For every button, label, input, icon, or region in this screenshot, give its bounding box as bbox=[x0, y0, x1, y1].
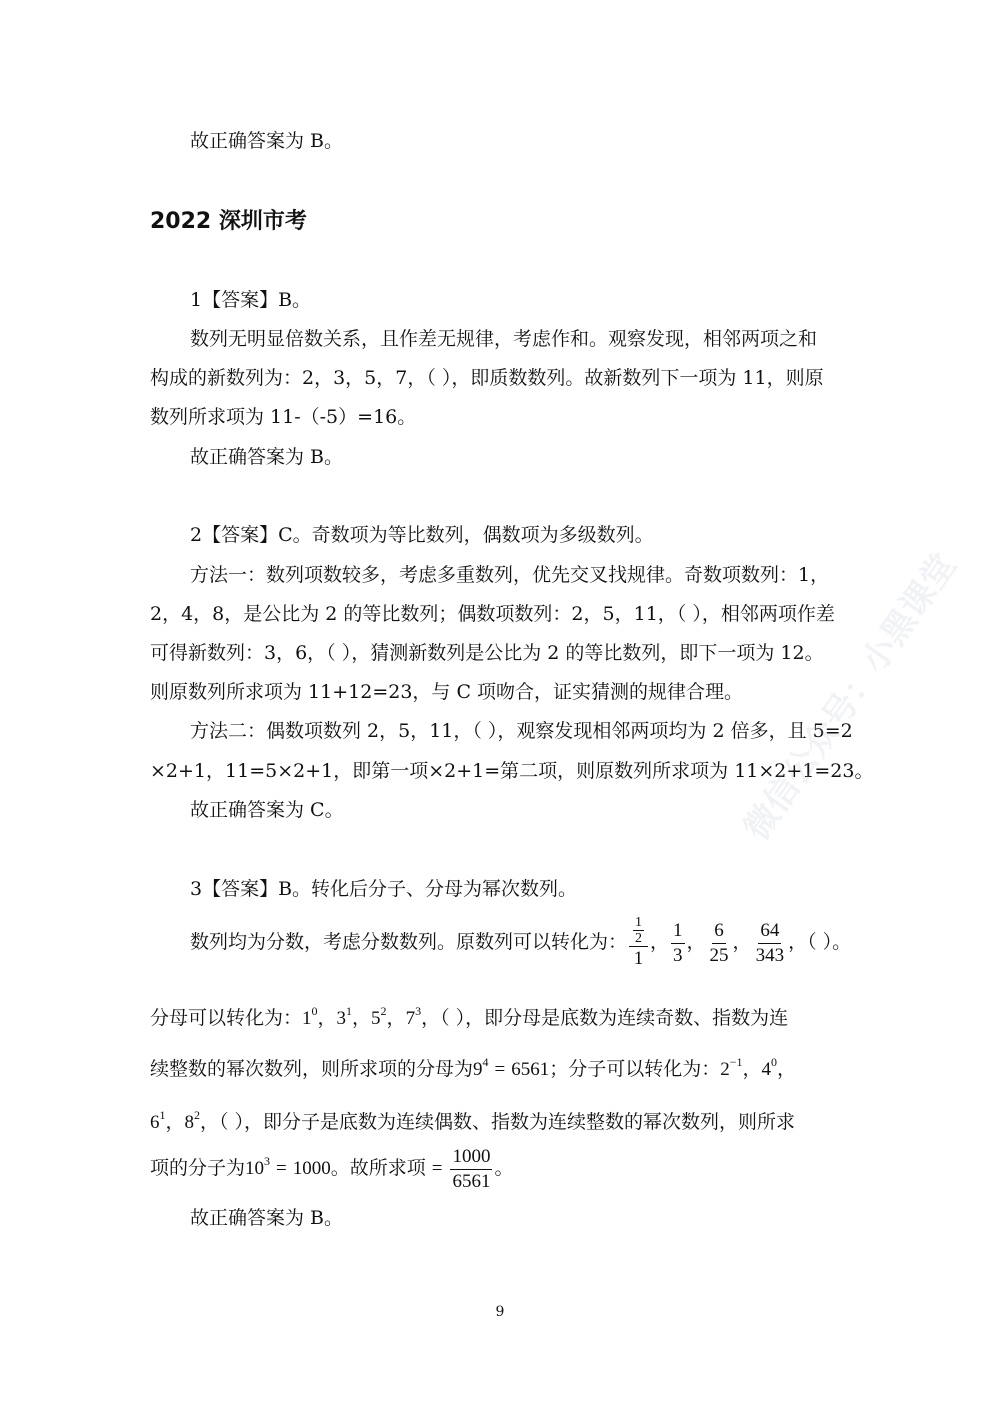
q3-header: 3【答案】B。转化后分子、分母为幂次数列。 bbox=[190, 878, 578, 900]
fraction-3: $\frac{6}{25}$ bbox=[709, 919, 729, 966]
numerator-equation: $10^3 = 1000$ bbox=[245, 1154, 331, 1179]
denominator-equation: $9^4 = 6561$ bbox=[473, 1055, 550, 1080]
q3-line-5: 项的分子为$10^3 = 1000$。故所求项 = $\frac{1000}{6561}$ 。 bbox=[150, 1145, 514, 1192]
fraction-1: $\frac{\frac{1}{2}}{1}$ bbox=[629, 915, 648, 971]
power-4-0: $4^0$ bbox=[761, 1055, 778, 1080]
q3-conclusion: 故正确答案为 B。 bbox=[190, 1207, 344, 1229]
power-3-1: $3^1$ bbox=[336, 1004, 353, 1029]
power-6-1: $6^1$ bbox=[150, 1108, 166, 1133]
q2-method1-line-2: 2，4，8，是公比为 2 的等比数列；偶数项数列：2，5，11，（ ），相邻两项作差 bbox=[150, 603, 835, 625]
page-number: 9 bbox=[495, 1304, 505, 1320]
q2-method1-line-1: 方法一：数列项数较多，考虑多重数列，优先交叉找规律。奇数项数列：1， bbox=[190, 564, 830, 586]
q3-line1-end: ，（ ）。 bbox=[788, 931, 852, 953]
fraction-half: $\frac{1}{2}$ bbox=[635, 915, 643, 946]
power-5-2: $5^2$ bbox=[371, 1004, 387, 1029]
fraction-4: $\frac{64}{343}$ bbox=[755, 919, 785, 966]
q2-header: 2【答案】C。奇数项为等比数列，偶数项为多级数列。 bbox=[190, 524, 654, 546]
q1-line-1: 数列无明显倍数关系，且作差无规律，考虑作和。观察发现，相邻两项之和 bbox=[190, 328, 818, 350]
power-2-neg1: $2^{-1}$ bbox=[720, 1055, 743, 1080]
q3-line-2: 分母可以转化为：$1^0$，$3^1$，$5^2$，$7^3$，（ ），即分母是底数为连续奇数、指数为连 bbox=[150, 1004, 789, 1029]
section-title: 2022 深圳市考 bbox=[150, 209, 307, 234]
q3-line-4: $6^1$，$8^2$，（ ），即分子是底数为连续偶数、指数为连续整数的幂次数列，则所求 bbox=[150, 1108, 796, 1133]
q1-line-2: 构成的新数列为：2，3，5，7，（ ），即质数数列。故新数列下一项为 11，则原 bbox=[150, 367, 824, 389]
power-7-3: $7^3$ bbox=[405, 1004, 422, 1029]
q2-method2-line-1: 方法二：偶数项数列 2，5，11，（ ），观察发现相邻两项均为 2 倍多，且 5=2 bbox=[190, 720, 853, 742]
q3-line1-text: 数列均为分数，考虑分数数列。原数列可以转化为： bbox=[190, 931, 628, 953]
q2-method1-line-4: 则原数列所求项为 11+12=23，与 C 项吻合，证实猜测的规律合理。 bbox=[150, 681, 744, 703]
intro-answer: 故正确答案为 B。 bbox=[190, 130, 344, 152]
q2-method1-line-3: 可得新数列：3，6，（ ），猜测新数列是公比为 2 的等比数列，即下一项为 12。 bbox=[150, 642, 824, 664]
fraction-2: $\frac{1}{3}$ bbox=[673, 919, 683, 966]
answer-fraction: $\frac{1000}{6561}$ bbox=[452, 1145, 491, 1192]
q2-method2-line-2: ×2+1，11=5×2+1，即第一项×2+1=第二项，则原数列所求项为 11×2+1=23。 bbox=[150, 760, 874, 782]
power-8-2: $8^2$ bbox=[184, 1108, 201, 1133]
q3-line-1: 数列均为分数，考虑分数数列。原数列可以转化为： $\frac{\frac{1}{2}}{1}$ ， $\frac{1}{3}$ ， $\frac{6}{25}$ ， $\frac{64}{343}$ ，（ ）。 bbox=[190, 915, 852, 969]
power-1-0: $1^0$ bbox=[302, 1004, 318, 1029]
q1-header: 1【答案】B。 bbox=[190, 289, 312, 311]
q2-conclusion: 故正确答案为 C。 bbox=[190, 799, 344, 821]
q1-conclusion: 故正确答案为 B。 bbox=[190, 446, 344, 468]
watermark: 微信公众号：小黑课堂 bbox=[736, 546, 965, 848]
q1-line-3: 数列所求项为 11-（-5）=16。 bbox=[150, 406, 417, 428]
q3-line-3: 续整数的幂次数列，则所求项的分母为$9^4 = 6561$；分子可以转化为：$2^{-1}$，$4^0$， bbox=[150, 1055, 797, 1080]
